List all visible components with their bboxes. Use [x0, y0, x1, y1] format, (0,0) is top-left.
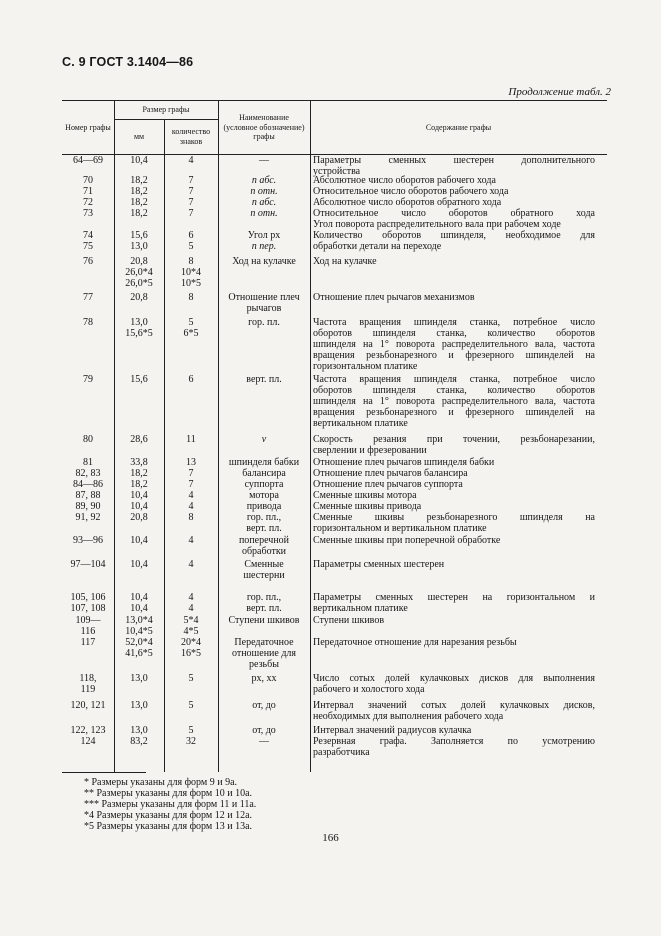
table-row: [62, 197, 595, 208]
row-size-mm: 13,0 15,6*5: [125, 317, 153, 339]
row-number: 81: [83, 457, 93, 468]
content-line: Абсолютное число оборотов рабочего хода: [313, 175, 496, 186]
row-number: 76: [83, 256, 93, 267]
row-size-chars: 4: [188, 490, 194, 501]
content-line: Интервал значений радиусов кулачка: [313, 725, 472, 736]
row-number: 70: [83, 175, 93, 186]
row-number: 72: [83, 197, 93, 208]
content-line: необходимых для выполнения рабочего хода: [313, 711, 504, 722]
row-size-mm: 18,2: [130, 197, 148, 208]
row-number: 64—69: [73, 155, 103, 166]
row-name: n отн.: [250, 208, 278, 219]
row-size-chars: 8: [188, 292, 194, 303]
header-content: Содержание графы: [425, 122, 492, 132]
row-size-mm: 33,8: [130, 457, 148, 468]
row-number: 105, 106 107, 108: [70, 592, 106, 614]
content-line: Скорость резания при точении, резьбонарезании,: [313, 434, 595, 445]
row-number: 120, 121: [70, 700, 106, 711]
row-size-chars: 5: [188, 673, 194, 684]
row-number: 87, 88: [75, 490, 101, 501]
content-line: Параметры сменных шестерен на горизонтальном и: [313, 592, 595, 603]
row-name: Отношение плеч рычагов: [228, 292, 300, 314]
row-content: [310, 186, 595, 197]
parameters-table: [62, 100, 607, 758]
table-row: [62, 292, 595, 314]
row-name: рх, хх: [251, 673, 277, 684]
row-content: [310, 559, 595, 581]
table-row: [62, 479, 595, 490]
row-size-chars: 5*4 4*5: [183, 615, 199, 637]
row-name: —: [259, 155, 269, 166]
row-size-chars: 5 6*5: [183, 317, 199, 339]
row-name: поперечной обработки: [238, 535, 290, 557]
row-content: [310, 317, 595, 372]
row-size-mm: 13,0: [130, 700, 148, 711]
content-line: обработки детали на переходе: [313, 241, 442, 252]
row-size-mm: 18,2: [130, 479, 148, 490]
row-content: [310, 457, 595, 468]
row-number: 84—86: [73, 479, 103, 490]
row-size-chars: 7: [188, 175, 194, 186]
footnote: *4 Размеры указаны для форм 12 и 12а.: [84, 810, 253, 821]
row-name: от, до: [252, 700, 276, 711]
document-header: С. 9 ГОСТ 3.1404—86: [62, 55, 194, 69]
row-name: гор. пл., верт. пл.: [246, 512, 282, 534]
table-row: [62, 256, 595, 289]
table-row: [62, 592, 595, 614]
table-row: [62, 736, 595, 758]
row-size-mm: 10,4: [130, 490, 148, 501]
row-name: от, до: [252, 725, 276, 736]
content-line: оборотов шпинделя станка, количество оборотов: [313, 328, 595, 339]
row-size-mm: 18,2: [130, 208, 148, 219]
header-number: Номер графы: [65, 122, 111, 132]
row-number: 79: [83, 374, 93, 385]
content-line: Сменные шкивы при поперечной обработке: [313, 535, 501, 546]
row-size-mm: 15,6: [130, 230, 148, 241]
row-content: [310, 197, 595, 208]
content-line: вертикальном платике: [313, 418, 408, 429]
content-line: горизонтальном и вертикальном платике: [313, 523, 487, 534]
content-line: вращения резьбонарезного и фрезерного шпинделей на: [313, 350, 595, 361]
row-name: привода: [246, 501, 282, 512]
header-mm: мм: [133, 131, 145, 141]
row-content: [310, 736, 595, 758]
content-line: Параметры сменных шестерен дополнительного: [313, 155, 595, 166]
row-number: 109— 116: [75, 615, 101, 637]
row-number: 77: [83, 292, 93, 303]
row-size-mm: 10,4: [130, 501, 148, 512]
table-row: [62, 615, 595, 637]
row-name: n отн.: [250, 186, 278, 197]
page-number: 166: [322, 832, 339, 844]
row-size-chars: 6: [188, 374, 194, 385]
content-line: Угол поворота распределительного вала при рабочем ходе: [313, 219, 561, 230]
row-size-mm: 18,2: [130, 175, 148, 186]
row-name: шпинделя бабки: [228, 457, 300, 468]
row-content: [310, 700, 595, 722]
table-row: [62, 501, 595, 512]
table-row: [62, 241, 595, 252]
row-size-chars: 4: [188, 535, 194, 546]
row-size-mm: 13,0*4 10,4*5: [125, 615, 153, 637]
footnote: ** Размеры указаны для форм 10 и 10а.: [84, 788, 253, 799]
content-line: разработчика: [313, 747, 370, 758]
row-name: балансира: [242, 468, 286, 479]
row-content: [310, 256, 595, 289]
row-size-mm: 10,4: [130, 535, 148, 546]
row-content: [310, 535, 595, 557]
row-content: [310, 175, 595, 186]
content-line: Передаточное отношение для нарезания резьбы: [313, 637, 517, 648]
row-name: v: [261, 434, 267, 445]
row-size-mm: 13,0: [130, 673, 148, 684]
content-line: Отношение плеч рычагов балансира: [313, 468, 468, 479]
row-name: Передаточное отношение для резьбы: [231, 637, 297, 670]
content-line: Отношение плеч рычагов шпинделя бабки: [313, 457, 495, 468]
header-name: Наименование (условное обозначение) графы: [223, 113, 305, 142]
content-line: Число сотых долей кулачковых дисков для выполнения: [313, 673, 595, 684]
content-line: Сменные шкивы мотора: [313, 490, 417, 501]
table-row: [62, 317, 595, 372]
content-line: Сменные шкивы привода: [313, 501, 422, 512]
table-header: [62, 100, 607, 155]
table-row: [62, 700, 595, 722]
row-number: 89, 90: [75, 501, 101, 512]
table-row: [62, 673, 595, 695]
row-size-mm: 20,8: [130, 512, 148, 523]
row-size-mm: 83,2: [130, 736, 148, 747]
row-size-chars: 5: [188, 725, 194, 736]
table-row: [62, 637, 595, 670]
row-content: [310, 434, 595, 456]
content-line: шпинделя на 1° поворота распределительного вала, частота: [313, 396, 595, 407]
footnote: *** Размеры указаны для форм 11 и 11а.: [84, 799, 257, 810]
header-chars: количество знаков: [171, 127, 211, 146]
row-content: [310, 292, 595, 314]
content-line: оборотов шпинделя станка, количество оборотов: [313, 385, 595, 396]
table-row: [62, 175, 595, 186]
row-number: 73: [83, 208, 93, 219]
table-continuation-label: Продолжение табл. 2: [508, 86, 611, 98]
row-number: 82, 83: [75, 468, 101, 479]
footnote: * Размеры указаны для форм 9 и 9а.: [84, 777, 238, 788]
table-row: [62, 535, 595, 557]
row-size-chars: 8: [188, 512, 194, 523]
row-size-chars: 6: [188, 230, 194, 241]
row-content: [310, 615, 595, 637]
table-row: [62, 434, 595, 456]
footnotes: [62, 772, 256, 832]
content-line: рабочего и холостого хода: [313, 684, 425, 695]
row-name: Сменные шестерни: [243, 559, 285, 581]
content-line: Интервал значений сотых долей кулачковых дисков,: [313, 700, 595, 711]
content-line: Относительное число оборотов обратного хода: [313, 208, 595, 219]
table-row: [62, 155, 595, 177]
table-row: [62, 559, 595, 581]
content-line: Частота вращения шпинделя станка, потребное число: [313, 374, 595, 385]
row-number: 91, 92: [75, 512, 101, 523]
row-size-mm: 20,8 26,0*4 26,0*5: [125, 256, 153, 289]
row-size-mm: 10,4: [130, 559, 148, 570]
row-size-chars: 7: [188, 208, 194, 219]
row-size-chars: 4: [188, 501, 194, 512]
row-content: [310, 374, 595, 429]
content-line: устройства: [313, 166, 361, 177]
content-line: Абсолютное число оборотов обратного хода: [313, 197, 502, 208]
content-line: Ступени шкивов: [313, 615, 385, 626]
row-content: [310, 241, 595, 252]
table-row: [62, 512, 595, 534]
table-row: [62, 208, 595, 230]
content-line: Ход на кулачке: [313, 256, 377, 267]
row-number: 122, 123: [70, 725, 106, 736]
row-name: Ход на кулачке: [232, 256, 296, 267]
footnote-rule: [62, 772, 146, 773]
table-row: [62, 490, 595, 501]
row-size-mm: 52,0*4 41,6*5: [125, 637, 153, 659]
row-content: [310, 208, 595, 230]
table-row: [62, 186, 595, 197]
row-content: [310, 468, 595, 479]
row-number: 80: [83, 434, 93, 445]
content-line: шпинделя на 1° поворота распределительного вала, частота: [313, 339, 595, 350]
row-content: [310, 479, 595, 490]
row-number: 74: [83, 230, 93, 241]
content-line: Сменные шкивы резьбонарезного шпинделя на: [313, 512, 595, 523]
content-line: сверлении и фрезеровании: [313, 445, 427, 456]
row-size-chars: 7: [188, 479, 194, 490]
row-name: —: [259, 736, 269, 747]
row-size-mm: 10,4 10,4: [130, 592, 148, 614]
table-row: [62, 374, 595, 429]
row-number: 93—96: [73, 535, 103, 546]
row-number: 71: [83, 186, 93, 197]
row-size-chars: 7: [188, 197, 194, 208]
content-line: Относительное число оборотов рабочего хода: [313, 186, 509, 197]
row-size-mm: 18,2: [130, 186, 148, 197]
table-row: [62, 468, 595, 479]
row-number: 78: [83, 317, 93, 328]
row-size-chars: 7: [188, 186, 194, 197]
row-name: суппорта: [244, 479, 284, 490]
row-size-chars: 11: [186, 434, 196, 445]
row-content: [310, 592, 595, 614]
row-content: [310, 490, 595, 501]
row-size-mm: 13,0: [130, 725, 148, 736]
content-line: вращения резьбонарезного и фрезерного шпинделей на: [313, 407, 595, 418]
footnote: *5 Размеры указаны для форм 13 и 13а.: [84, 821, 253, 832]
content-line: Частота вращения шпинделя станка, потребное число: [313, 317, 595, 328]
row-size-mm: 13,0: [130, 241, 148, 252]
row-name: гор. пл., верт. пл.: [246, 592, 282, 614]
row-size-chars: 5: [188, 241, 194, 252]
row-size-chars: 5: [188, 700, 194, 711]
row-number: 97—104: [70, 559, 106, 570]
row-name: n абс.: [251, 175, 277, 186]
row-content: [310, 725, 595, 736]
row-size-mm: 10,4: [130, 155, 148, 166]
row-size-chars: 4: [188, 559, 194, 570]
row-size-chars: 32: [186, 736, 196, 747]
row-number: 75: [83, 241, 93, 252]
row-name: n пер.: [251, 241, 277, 252]
row-size-mm: 20,8: [130, 292, 148, 303]
content-line: вертикальном платике: [313, 603, 408, 614]
row-name: Ступени шкивов: [228, 615, 300, 626]
row-name: верт. пл.: [246, 374, 282, 385]
content-line: Параметры сменных шестерен: [313, 559, 445, 570]
row-content: [310, 637, 595, 670]
content-line: Отношение плеч рычагов механизмов: [313, 292, 475, 303]
row-number: 117: [80, 637, 96, 648]
content-line: горизонтальном платике: [313, 361, 418, 372]
row-number: 118, 119: [79, 673, 97, 695]
header-size-group: Размер графы: [142, 105, 190, 115]
row-content: [310, 501, 595, 512]
row-size-chars: 4 4: [188, 592, 194, 614]
content-line: Резервная графа. Заполняется по усмотрению: [313, 736, 595, 747]
row-size-chars: 4: [188, 155, 194, 166]
row-size-mm: 15,6: [130, 374, 148, 385]
content-line: Отношение плеч рычагов суппорта: [313, 479, 463, 490]
row-number: 124: [80, 736, 96, 747]
row-size-chars: 8 10*4 10*5: [181, 256, 201, 289]
row-content: [310, 155, 595, 177]
row-name: n абс.: [251, 197, 277, 208]
row-size-chars: 20*4 16*5: [181, 637, 201, 659]
row-content: [310, 512, 595, 534]
row-size-mm: 18,2: [130, 468, 148, 479]
row-size-chars: 13: [186, 457, 196, 468]
row-size-chars: 7: [188, 468, 194, 479]
row-name: гор. пл.: [248, 317, 280, 328]
row-name: Угол рх: [247, 230, 281, 241]
table-row: [62, 725, 595, 736]
row-size-mm: 28,6: [130, 434, 148, 445]
row-content: [310, 673, 595, 695]
content-line: Количество оборотов шпинделя, необходимое для: [313, 230, 595, 241]
row-name: мотора: [249, 490, 279, 501]
table-row: [62, 457, 595, 468]
